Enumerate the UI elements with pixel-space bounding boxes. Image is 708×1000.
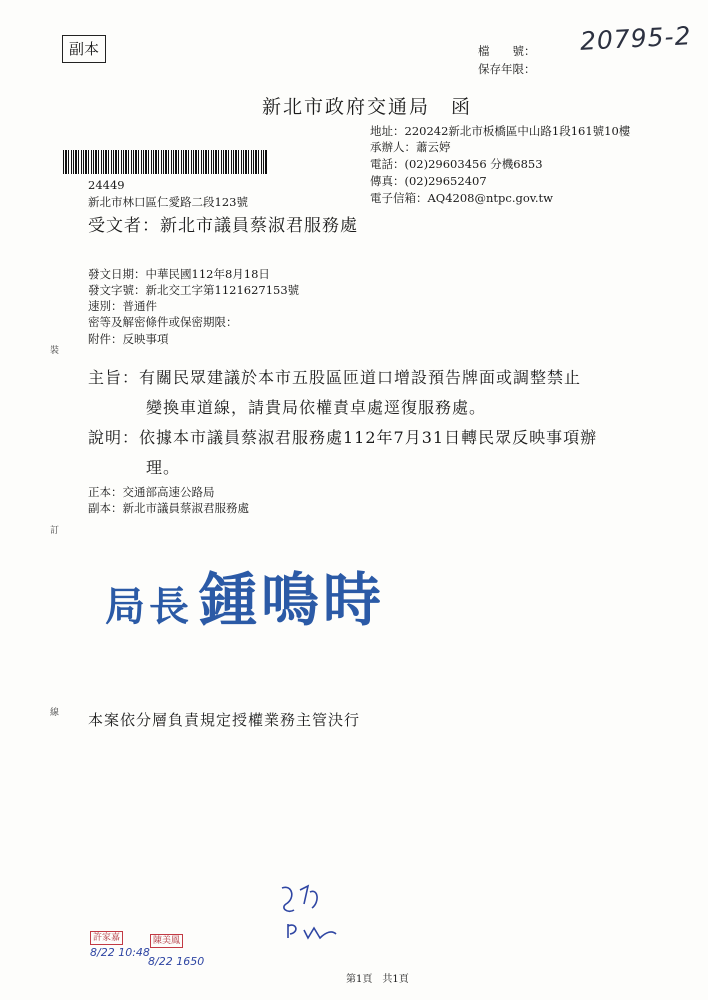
- issue-date: 發文日期：中華民國112年8月18日: [88, 267, 270, 281]
- contact-fax: 傳真：(02)29652407: [370, 174, 487, 188]
- contact-phone: 電話：(02)29603456 分機6853: [370, 157, 543, 171]
- handwritten-file-number: 20795-2: [579, 21, 693, 56]
- handler-date: 8/22 1650: [148, 955, 205, 968]
- receive-seal: 許家嘉: [90, 931, 123, 945]
- page-number: 第1頁 共1頁: [346, 974, 409, 985]
- document-title: 新北市政府交通局 函: [262, 96, 473, 118]
- copy-recipient: 副本：新北市議員蔡淑君服務處: [88, 501, 249, 515]
- subject-line-2: 變換車道線，請貴局依權責卓處逕復服務處。: [146, 398, 487, 417]
- attachment-line: 附件：反映事項: [88, 332, 169, 346]
- binding-mark-bottom: 線: [50, 708, 60, 718]
- delegation-note: 本案依分層負責規定授權業務主管決行: [88, 711, 361, 729]
- copy-mark-box: 副本: [62, 35, 106, 63]
- delivery-speed: 速別：普通件: [88, 299, 157, 313]
- recipient-line: 受文者：新北市議員蔡淑君服務處: [88, 216, 358, 236]
- contact-handler: 承辦人：蕭云婷: [370, 140, 451, 154]
- binding-mark-top: 裝: [50, 346, 60, 356]
- contact-email: 電子信箱：AQ4208@ntpc.gov.tw: [370, 191, 554, 205]
- reference-number: 發文字號：新北交工字第1121627153號: [88, 283, 300, 297]
- director-name: 鍾鳴時: [199, 566, 386, 634]
- explanation-line-1: 說明：依據本市議員蔡淑君服務處112年7月31日轉民眾反映事項辦: [88, 428, 598, 447]
- original-recipient: 正本：交通部高速公路局: [88, 485, 215, 499]
- receive-date: 8/22 10:48: [90, 946, 150, 959]
- receive-annotation: [90, 925, 150, 959]
- handler-seal: 陳美鳳: [150, 934, 183, 948]
- contact-address: 地址：220242新北市板橋區中山路1段161號10樓: [370, 124, 631, 138]
- mailing-barcode: [63, 150, 268, 174]
- director-signature-stamp: [105, 553, 385, 637]
- retention-period-label: 保存年限：: [478, 62, 536, 76]
- binding-mark-middle: 訂: [50, 526, 60, 536]
- subject-line-1: 主旨：有關民眾建議於本市五股區匝道口增設預告牌面或調整禁止: [88, 368, 582, 387]
- postal-code: 24449: [88, 178, 125, 192]
- secrecy-level: 密等及解密條件或保密期限：: [88, 315, 238, 329]
- mailing-address: 新北市林口區仁愛路二段123號: [88, 195, 248, 209]
- file-number-label: 檔 號：: [478, 44, 536, 58]
- director-title: 局長: [105, 584, 193, 630]
- explanation-line-2: 理。: [146, 458, 181, 477]
- handler-seal-wrap: [150, 928, 183, 947]
- handwritten-initials-drawing: [274, 880, 354, 950]
